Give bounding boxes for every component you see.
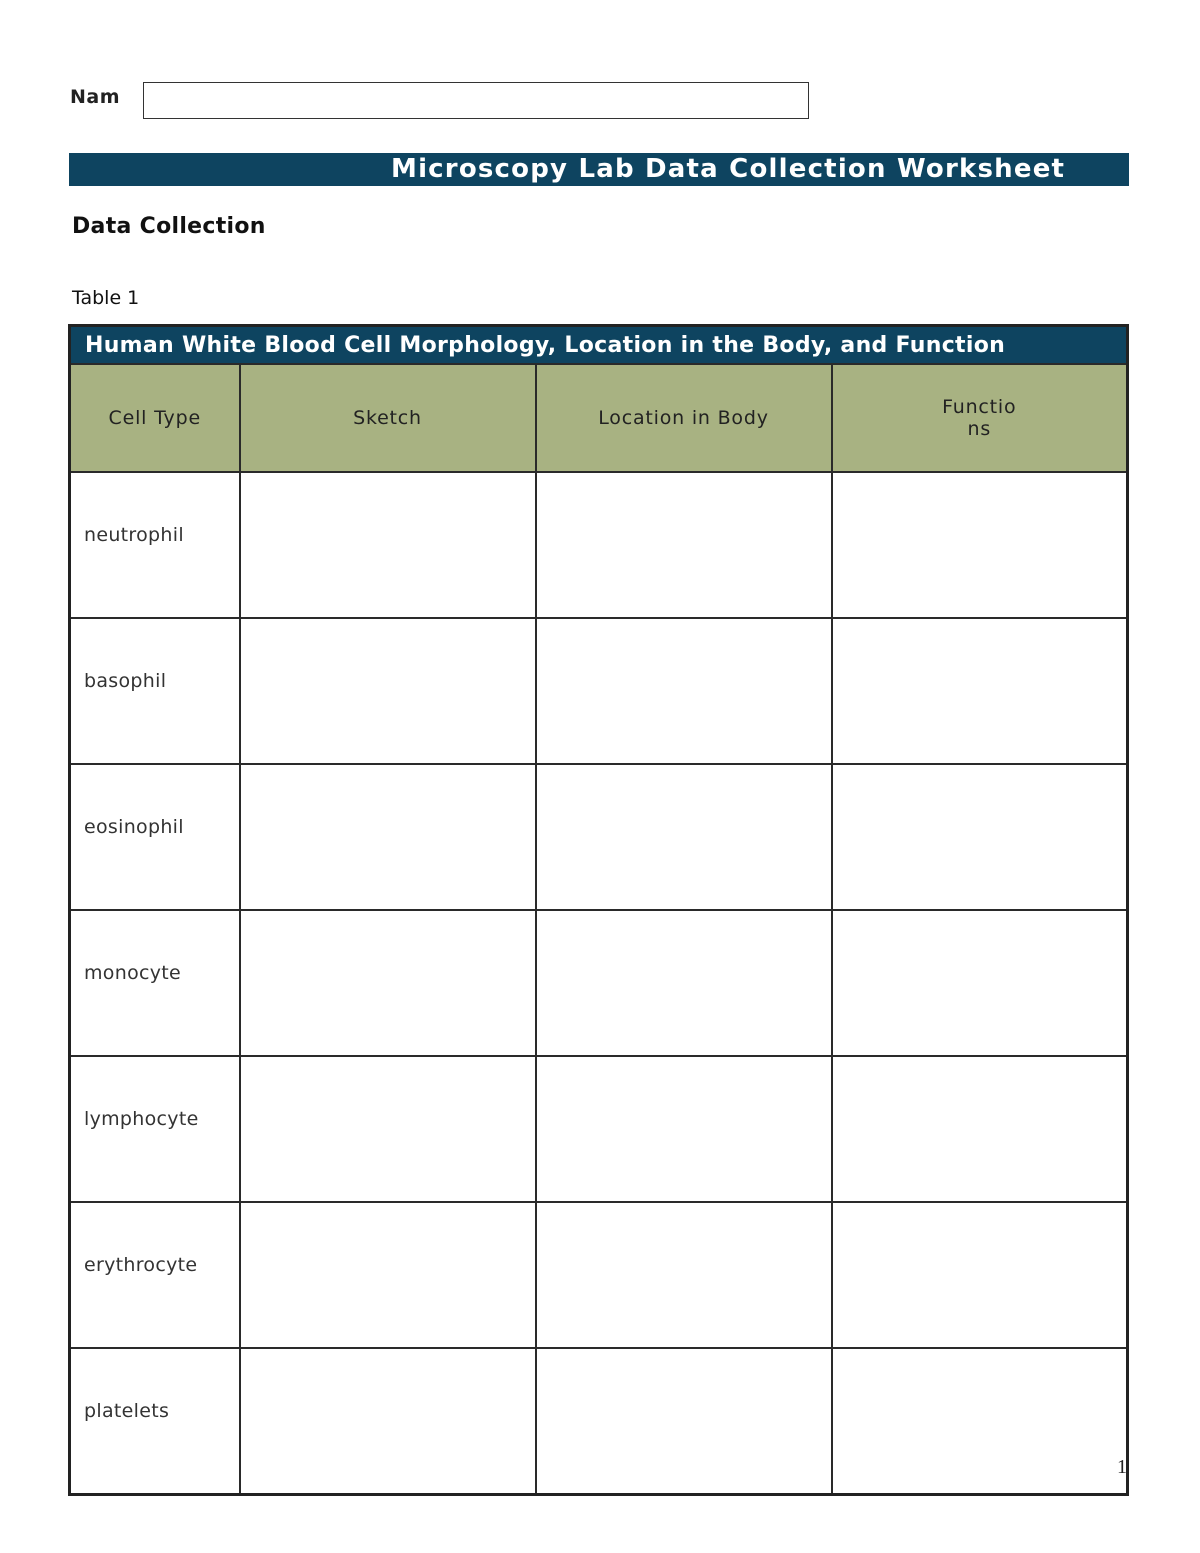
table-label: Table 1 xyxy=(72,287,140,309)
header-functions xyxy=(832,364,1128,472)
location-cell[interactable] xyxy=(536,1348,832,1495)
header-sketch-label: Sketch xyxy=(353,407,422,429)
location-cell[interactable] xyxy=(536,764,832,910)
name-label: Nam xyxy=(70,86,121,108)
section-heading: Data Collection xyxy=(72,214,266,239)
name-input[interactable] xyxy=(143,82,809,119)
header-cell-type-label: Cell Type xyxy=(108,407,201,429)
sketch-cell[interactable] xyxy=(240,1348,536,1495)
cell-type-label: monocyte xyxy=(70,910,240,1056)
functions-cell[interactable] xyxy=(832,764,1128,910)
sketch-cell[interactable] xyxy=(240,764,536,910)
functions-cell[interactable] xyxy=(832,618,1128,764)
location-cell[interactable] xyxy=(536,472,832,618)
sketch-cell[interactable] xyxy=(240,1056,536,1202)
header-functions-label-line1: Functio xyxy=(942,396,1017,418)
worksheet-title-bar xyxy=(69,153,1129,186)
header-functions-label-line2: ns xyxy=(967,418,992,440)
functions-cell[interactable] xyxy=(832,910,1128,1056)
table-row xyxy=(70,618,1128,764)
location-cell[interactable] xyxy=(536,1202,832,1348)
table-row xyxy=(70,764,1128,910)
cell-type-label: basophil xyxy=(70,618,240,764)
table-header-row xyxy=(70,364,1128,472)
location-cell[interactable] xyxy=(536,1056,832,1202)
functions-cell[interactable] xyxy=(832,1348,1128,1495)
cell-type-label: lymphocyte xyxy=(70,1056,240,1202)
table-row xyxy=(70,472,1128,618)
functions-cell[interactable] xyxy=(832,1202,1128,1348)
table-row xyxy=(70,1202,1128,1348)
table-caption: Human White Blood Cell Morphology, Location in the Body, and Function xyxy=(70,326,1128,365)
header-location xyxy=(536,364,832,472)
header-location-label: Location in Body xyxy=(598,407,769,429)
sketch-cell[interactable] xyxy=(240,910,536,1056)
cell-type-label: neutrophil xyxy=(70,472,240,618)
location-cell[interactable] xyxy=(536,618,832,764)
sketch-cell[interactable] xyxy=(240,1202,536,1348)
table-row xyxy=(70,1056,1128,1202)
cell-type-label: platelets xyxy=(70,1348,240,1495)
table-row xyxy=(70,910,1128,1056)
functions-cell[interactable] xyxy=(832,1056,1128,1202)
header-cell-type xyxy=(70,364,240,472)
sketch-cell[interactable] xyxy=(240,472,536,618)
page-number: 1 xyxy=(1117,1456,1127,1478)
cell-morphology-table xyxy=(68,324,1129,1496)
functions-cell[interactable] xyxy=(832,472,1128,618)
location-cell[interactable] xyxy=(536,910,832,1056)
table-caption-row xyxy=(70,326,1128,365)
header-sketch xyxy=(240,364,536,472)
table-row xyxy=(70,1348,1128,1495)
worksheet-title: Microscopy Lab Data Collection Worksheet xyxy=(391,154,1066,184)
cell-type-label: erythrocyte xyxy=(70,1202,240,1348)
sketch-cell[interactable] xyxy=(240,618,536,764)
cell-type-label: eosinophil xyxy=(70,764,240,910)
